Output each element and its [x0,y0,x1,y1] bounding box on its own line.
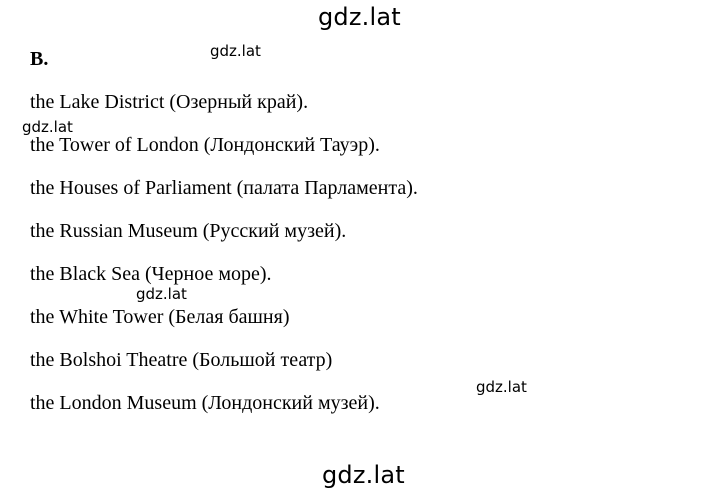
watermark-top: gdz.lat [318,3,401,31]
list-item: the Bolshoi Theatre (Большой театр) [30,349,333,371]
list-item: the Russian Museum (Русский музей). [30,220,347,242]
list-item: the Tower of London (Лондонский Тауэр). [30,134,380,156]
list-item: the Black Sea (Черное море). [30,263,272,285]
watermark-inline: gdz.lat [476,378,527,396]
list-item: the Houses of Parliament (палата Парламента). [30,177,418,199]
list-item: the White Tower (Белая башня) [30,306,290,328]
answer-list [30,88,418,432]
list-item: the Lake District (Озерный край). [30,91,309,113]
watermark-inline: gdz.lat [210,42,261,60]
watermark-inline: gdz.lat [136,285,187,303]
exercise-label: B. [30,48,49,70]
watermark-bottom: gdz.lat [322,461,405,489]
watermark-inline: gdz.lat [22,118,73,136]
list-item: the London Museum (Лондонский музей). [30,392,380,414]
